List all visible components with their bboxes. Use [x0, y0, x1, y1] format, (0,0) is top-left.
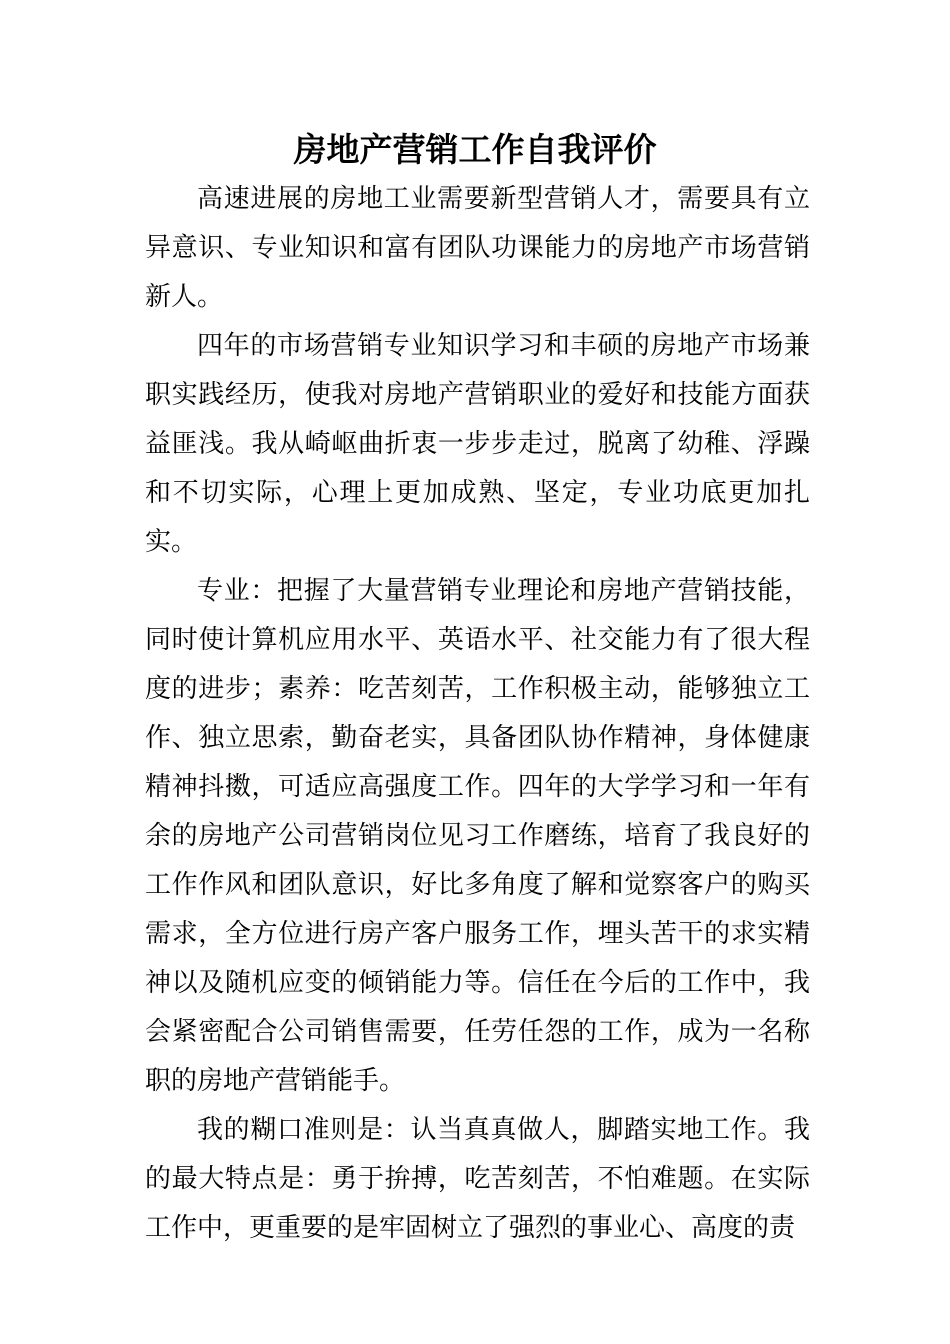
paragraph: 四年的市场营销专业知识学习和丰硕的房地产市场兼职实践经历，使我对房地产营销职业的爱好和技能方面获益匪浅。我从崎岖曲折衷一步步走过，脱离了幼稚、浮躁和不切实际，心理上更加成熟、坚定，专业功底更加扎实。 — [145, 331, 810, 557]
paragraph: 高速进展的房地工业需要新型营销人才，需要具有立异意识、专业知识和富有团队功课能力的房地产市场营销新人。 — [145, 184, 810, 312]
document-body — [145, 175, 810, 1253]
paragraph: 专业：把握了大量营销专业理论和房地产营销技能，同时使计算机应用水平、英语水平、社交能力有了很大程度的进步；素养：吃苦刻苦，工作积极主动，能够独立工作、独立思索，勤奋老实，具备团队协作精神，身体健康精神抖擞，可适应高强度工作。四年的大学学习和一年有余的房地产公司营销岗位见习工作磨练，培育了我良好的工作作风和团队意识，好比多角度了解和觉察客户的购买需求，全方位进行房产客户服务工作，埋头苦干的求实精神以及随机应变的倾销能力等。信任在今后的工作中，我会紧密配合公司销售需要，任劳任怨的工作，成为一名称职的房地产营销能手。 — [145, 576, 810, 1096]
document-title: 房地产营销工作自我评价 — [293, 130, 657, 169]
paragraph: 我的糊口准则是：认当真真做人，脚踏实地工作。我的最大特点是：勇于拚搏，吃苦刻苦，不怕难题。在实际工作中，更重要的是牢固树立了强烈的事业心、高度的责 — [145, 1115, 810, 1243]
